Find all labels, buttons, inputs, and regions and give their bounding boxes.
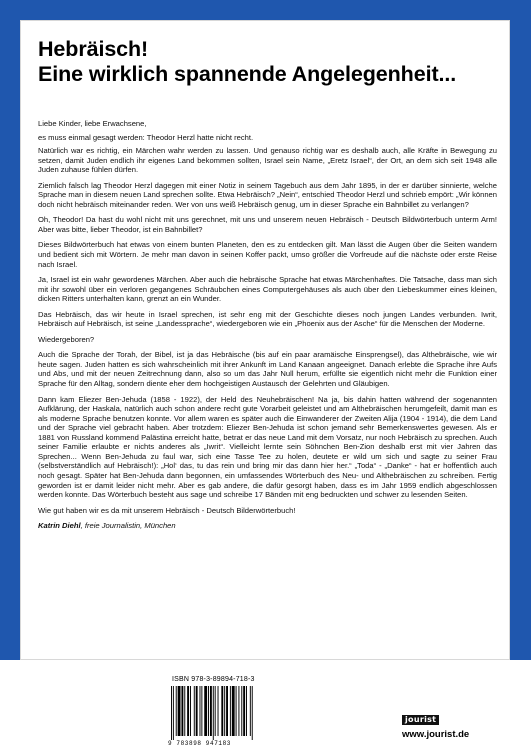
barcode-image: [169, 686, 279, 740]
publisher-website[interactable]: www.jourist.de: [402, 729, 470, 740]
paragraph: Dann kam Eliezer Ben-Jehuda (1858 - 1922), der Held des Neuhebräischen! Na ja, bis dahin hatten während der sogenannten Aufklärung, der Haskala, natürlich auch schon andere recht gute Vorarbeit geleistet und am Althebräischen herumgefeilt, damit man es als moderne Sprache benutzen konnte. Vor allem waren es später auch die Einwanderer der Zweiten Alija (1904 - 1914), die dem Land und der Sprache viel gebracht haben. Aber trotzdem: Eliezer Ben-Jehuda ist schon jemand sehr Bemerkenswertes gewesen. Als er 1881 von Russland kommend Palästina erreicht hatte, betrat er das neue Land mit dem Vorsatz, nur noch Hebräisch zu sprechen. Auch seiner Familie erlaubte er nichts anderes als „Iwrit“. Vielleicht lernte sein Söhnchen Ben-Zion deshalb erst mit vier Jahren das Sprechen... Wenn Ben-Jehuda zu faul war, sich eine Tasse Tee zu holen, deutete er wild um sich und sagte zu seiner Frau (selbstverständlich auf Hebräisch!): „Hol‘ das, tu das rein und bring mir das dann hier her.“ „Toda“ - „Danke“ - hat er hoffentlich auch noch gesagt. Später hat Ben-Jehuda dann begonnen, ein umfassendes Wörterbuch des Neu- und Althebräischen zu schreiben. Fertig geworden ist er damit leider nicht mehr. Aber es gab andere, die dafür gesorgt haben, dass es im Jahr 1959 endlich abgeschlossen werden konnte. Das Wörterbuch besteht aus sage und schreibe 17 Bänden mit eng bedruckten und schwer zu lesenden Seiten.: [38, 394, 497, 500]
barcode-bar: [190, 686, 191, 736]
barcode-bar: [208, 686, 209, 736]
barcode-bar: [196, 686, 198, 736]
back-cover-panel: [20, 20, 510, 660]
barcode-bar: [201, 686, 202, 736]
publisher-logo: jourist: [402, 715, 439, 725]
paragraph: Natürlich war es richtig, ein Märchen wahr werden zu lassen. Und genauso richtig war es deshalb auch, alle Kräfte in Bewegung zu setzen, damit Juden endlich ihr eigenes Land bekommen sollten, Israel sein Name, „Eretz Israel“, der Ort, an dem sich seit 1948 alle Juden zuhause fühlen dürfen.: [38, 146, 497, 175]
barcode-digits: 9 783898 947183: [168, 740, 232, 747]
paragraph: Auch die Sprache der Torah, der Bibel, ist ja das Hebräische (bis auf ein paar aramäische Einsprengsel), das Althebräische, wie wir heute sagen. Juden hatten es sich wahrscheinlich mit ihrer Ankunft im Land Kanaan angeeignet. Danach erlebte die Sprache ihre Aufs und Abs, und mit der neuen Zeitrechnung dann, also so um das Jahr Null herum, erfüllte sie eigentlich nicht mehr die Funktion einer Sprache für den Alltag, sondern diente eher dem hochgeistigen Austausch der Gelehrten und Gläubigen.: [38, 350, 497, 389]
isbn-text: ISBN 978-3-89894-718-3: [172, 676, 255, 683]
paragraph-salutation: Liebe Kinder, liebe Erwachsene,: [38, 119, 147, 128]
paragraph: Ziemlich falsch lag Theodor Herzl dagegen mit einer Notiz in seinem Tagebuch aus dem Jahr 1895, in der er darüber sinnierte, welche Sprache man in diesem neuen Land sprechen sollte. Etwa Hebräisch? „Nein“, entschied Theodor Herzl und schrieb empört: „Wir können doch nicht hebräisch miteinander reden. Wer von uns weiß Hebräisch genug, um in dieser Sprache ein Bahnbillet zu verlangen?: [38, 180, 497, 209]
signature: Katrin Diehl, freie Journalistin, München: [38, 521, 176, 531]
barcode-bar: [246, 686, 247, 736]
body-text: [38, 119, 497, 537]
barcode-bar: [171, 686, 172, 740]
paragraph: Oh, Theodor! Da hast du wohl nicht mit uns gerechnet, mit uns und unserem neuen Hebräisch - Deutsch Bildwörterbuch unterm Arm! Aber was bitte, lieber Theodor, ist ein Bahnbillet?: [38, 215, 497, 234]
barcode-bar: [241, 686, 242, 736]
paragraph: Wiedergeboren?: [38, 334, 95, 344]
barcode-bar: [236, 686, 237, 736]
barcode-bar: [204, 686, 207, 736]
barcode-bar: [176, 686, 177, 736]
paragraph: Ja, Israel ist ein wahr gewordenes Märchen. Aber auch die hebräische Sprache hat etwas Märchenhaftes. Die Tatsache, dass man sich mit ihr sowohl über ein verloren gegangenes Schräubchen eines Computergehäuses als auch über den Liebeskummer eines kleinen, dicken Ritters unterhalten kann, grenzt an ein Wunder.: [38, 275, 497, 304]
barcode-bar: [226, 686, 228, 736]
barcode-bar: [238, 686, 239, 736]
barcode-bar: [200, 686, 201, 736]
barcode-bar: [224, 686, 225, 736]
barcode-bar: [178, 686, 181, 736]
page-title: [38, 37, 498, 87]
barcode-bar: [221, 686, 223, 736]
barcode-bar: [252, 686, 253, 740]
barcode-bar: [218, 686, 219, 736]
title-line-1: Hebräisch!: [38, 37, 149, 61]
paragraph: Das Hebräisch, das wir heute in Israel sprechen, ist sehr eng mit der Geschichte dieses noch jungen Landes verbunden. Iwrit, Hebräisch auf Hebräisch, ist seine „Landessprache“, wiedergeboren wie ein „Phoenix aus der Asche“ für die Menschen der Moderne.: [38, 309, 497, 329]
barcode-bar: [250, 686, 251, 736]
signature-name: Katrin Diehl: [38, 521, 81, 531]
barcode-bar: [232, 686, 235, 736]
barcode-bar: [187, 686, 189, 736]
paragraph-intro: es muss einmal gesagt werden: Theodor Herzl hatte nicht recht.: [38, 132, 254, 142]
barcode-bar: [213, 686, 214, 740]
barcode-bar: [184, 686, 185, 736]
paragraph: Dieses Bildwörterbuch hat etwas von einem bunten Planeten, den es zu entdecken gilt. Man lässt die Augen über die Seiten wandern und bedient sich mit Wörtern. Je mehr man davon in seinen Koffer packt, umso größer die Vorfreude auf die nächste oder erste Reise nach Israel.: [38, 240, 497, 269]
barcode-bar: [230, 686, 231, 736]
signature-role: freie Journalistin, München: [84, 521, 176, 531]
barcode-bar: [194, 686, 195, 736]
title-line-2: Eine wirklich spannende Angelegenheit...: [38, 62, 457, 86]
barcode-bar: [215, 686, 216, 736]
barcode-bar: [243, 686, 245, 736]
barcode-bar: [181, 686, 183, 736]
barcode-bar: [210, 686, 212, 736]
barcode-area: [0, 660, 531, 750]
barcode-bar: [173, 686, 174, 740]
paragraph-closing: Wie gut haben wir es da mit unserem Hebräisch - Deutsch Bilderwörterbuch!: [38, 505, 296, 515]
